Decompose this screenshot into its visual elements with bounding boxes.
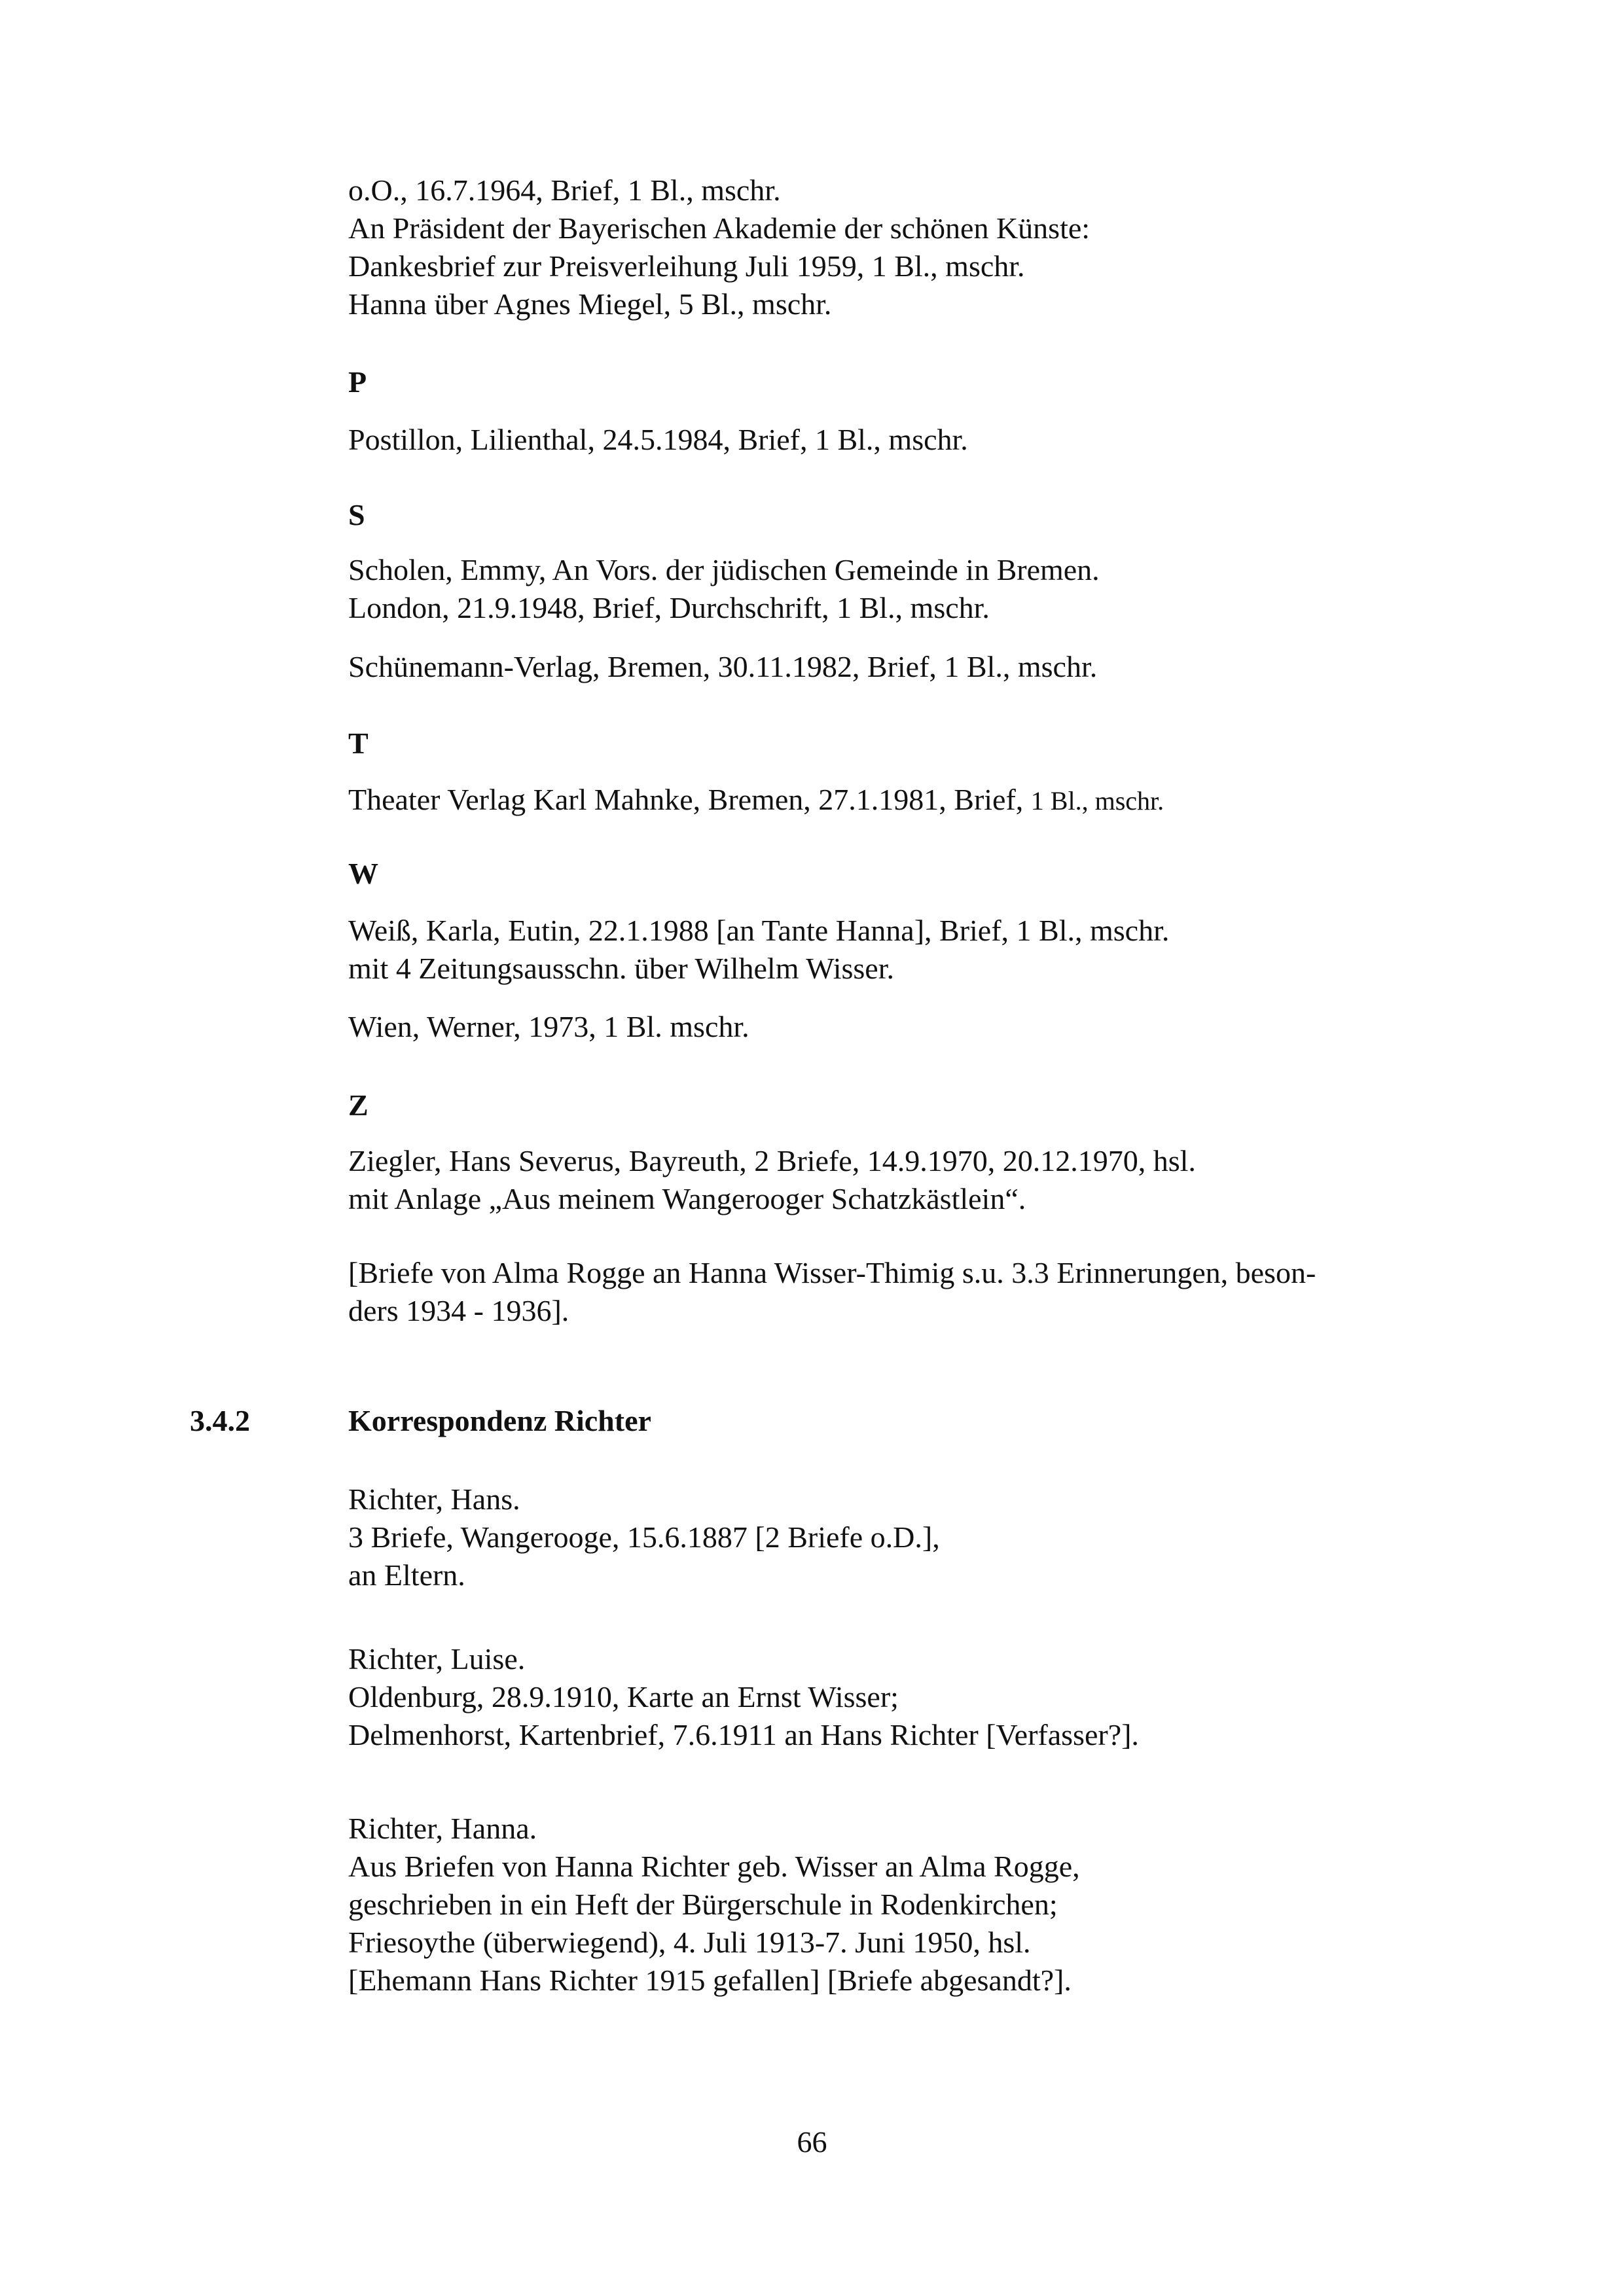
- entry-scholen-line2: London, 21.9.1948, Brief, Durchschrift, 1 Bl., mschr.: [348, 591, 990, 624]
- entry-wien: Wien, Werner, 1973, 1 Bl. mschr.: [348, 1010, 749, 1043]
- entry-richter-hanna-line1: Richter, Hanna.: [348, 1812, 537, 1845]
- entry-richter-hanna-line4: Friesoythe (überwiegend), 4. Juli 1913-7. Juni 1950, hsl.: [348, 1926, 1031, 1959]
- entry-ziegler-line1: Ziegler, Hans Severus, Bayreuth, 2 Briefe, 14.9.1970, 20.12.1970, hsl.: [348, 1144, 1196, 1177]
- entry-theater-verlag: [348, 781, 1164, 820]
- section-letter-z: Z: [348, 1088, 369, 1122]
- note-line1: [Briefe von Alma Rogge an Hanna Wisser-Thimig s.u. 3.3 Erinnerungen, beson-: [348, 1256, 1316, 1289]
- entry-schuenemann: Schünemann-Verlag, Bremen, 30.11.1982, Brief, 1 Bl., mschr.: [348, 650, 1098, 683]
- section-title: Korrespondenz Richter: [348, 1404, 651, 1437]
- entry-richter-hans-line3: an Eltern.: [348, 1558, 465, 1592]
- text-line: o.O., 16.7.1964, Brief, 1 Bl., mschr.: [348, 173, 781, 207]
- entry-ziegler-line2: mit Anlage „Aus meinem Wangerooger Schatzkästlein“.: [348, 1182, 1026, 1215]
- entry-richter-hans-line1: Richter, Hans.: [348, 1482, 520, 1516]
- entry-richter-hanna-line3: geschrieben in ein Heft der Bürgerschule in Rodenkirchen;: [348, 1888, 1058, 1921]
- entry-richter-hanna-line5: [Ehemann Hans Richter 1915 gefallen] [Briefe abgesandt?].: [348, 1964, 1072, 1997]
- entry-richter-hanna-line2: Aus Briefen von Hanna Richter geb. Wisser an Alma Rogge,: [348, 1850, 1080, 1883]
- entry-richter-luise-line3: Delmenhorst, Kartenbrief, 7.6.1911 an Hans Richter [Verfasser?].: [348, 1718, 1139, 1751]
- section-number: 3.4.2: [190, 1404, 250, 1437]
- entry-richter-luise-line2: Oldenburg, 28.9.1910, Karte an Ernst Wisser;: [348, 1680, 899, 1713]
- section-letter-w: W: [348, 857, 378, 890]
- section-letter-p: P: [348, 365, 367, 399]
- entry-postillon: Postillon, Lilienthal, 24.5.1984, Brief, 1 Bl., mschr.: [348, 423, 968, 456]
- text-line: Dankesbrief zur Preisverleihung Juli 1959, 1 Bl., mschr.: [348, 249, 1025, 283]
- entry-theater-tail: 1 Bl., mschr.: [1030, 786, 1164, 816]
- section-letter-t: T: [348, 726, 369, 760]
- entry-scholen-line1: Scholen, Emmy, An Vors. der jüdischen Gemeinde in Bremen.: [348, 553, 1100, 586]
- text-line: Hanna über Agnes Miegel, 5 Bl., mschr.: [348, 287, 832, 321]
- section-letter-s: S: [348, 498, 365, 531]
- entry-richter-hans-line2: 3 Briefe, Wangerooge, 15.6.1887 [2 Briefe o.D.],: [348, 1520, 940, 1554]
- entry-weiss-line1: Weiß, Karla, Eutin, 22.1.1988 [an Tante Hanna], Brief, 1 Bl., mschr.: [348, 914, 1170, 947]
- entry-weiss-line2: mit 4 Zeitungsausschn. über Wilhelm Wisser.: [348, 952, 894, 985]
- entry-richter-luise-line1: Richter, Luise.: [348, 1642, 526, 1676]
- page-number: 66: [797, 2125, 827, 2159]
- note-line2: ders 1934 - 1936].: [348, 1294, 569, 1327]
- text-line: An Präsident der Bayerischen Akademie der schönen Künste:: [348, 211, 1091, 245]
- entry-theater-main: Theater Verlag Karl Mahnke, Bremen, 27.1.1981, Brief,: [348, 783, 1031, 816]
